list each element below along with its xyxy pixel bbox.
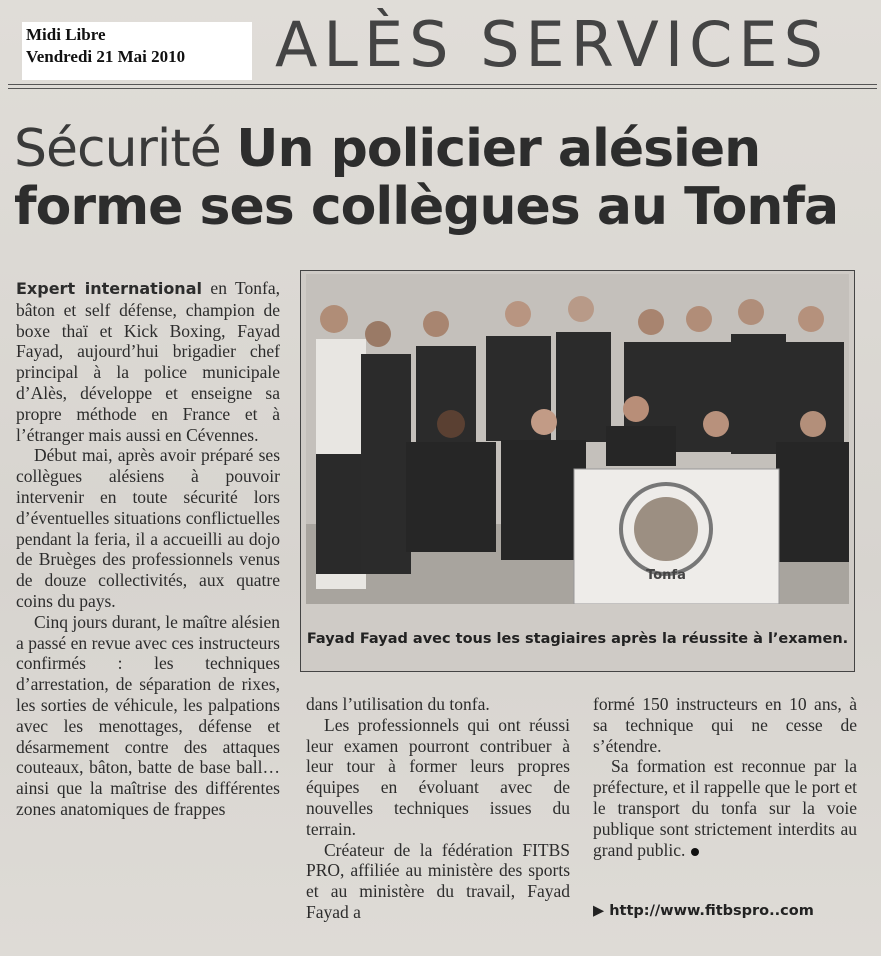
website-url: http://www.fitbspro..com xyxy=(609,903,814,919)
paragraph: Les professionnels qui ont réussi leur examen pourront contribuer à leur tour à former leurs propres équipes en évoluant avec de nouvelles techniques issues du terrain. xyxy=(306,714,570,839)
photo-caption: Fayad Fayad avec tous les stagiaires après la réussite à l’examen. xyxy=(306,631,849,647)
paragraph: Début mai, après avoir préparé ses collègues alésiens à pouvoir intervenir en toute sécurité lors d’éventuelles situations conflictuelles pendant la feria, il a accueilli au dojo de Bruèges des professionnels venus de douze collectivités, aux quatre coins du pays. xyxy=(16,445,280,611)
paragraph xyxy=(593,756,857,860)
article-column-3 xyxy=(593,694,857,860)
headline-title-line1: Un policier alésien xyxy=(236,119,761,179)
paper-name: Midi Libre xyxy=(26,25,106,44)
photo-frame xyxy=(300,270,855,672)
paragraph: Cinq jours durant, le maître alésien a passé en revue avec ces instructeurs confirmés : les techniques d’arrestation, de séparation de rixes, les sorties de véhicule, les palpations avec les menottages, défense et désarmement contre des attaques couteaux, bâton, batte de base ball… ainsi que la maîtrise des différentes zones anatomiques de frappes xyxy=(16,611,280,819)
group-photo xyxy=(306,274,849,604)
paragraph xyxy=(16,278,280,445)
headline-title-line2: forme ses collègues au Tonfa xyxy=(14,177,839,237)
paragraph-text: en Tonfa, bâton et self défense, champion de boxe thaï et Kick Boxing, Fayad Fayad, aujourd’hui brigadier chef principal à la police municipale d’Alès, développe et enseigne sa propre méthode en France et à l’étranger mais aussi en Cévennes. xyxy=(16,278,280,445)
article-column-2 xyxy=(306,694,570,923)
headline-kicker: Sécurité xyxy=(14,119,221,179)
paragraph: Créateur de la fédération FITBS PRO, affiliée au ministère des sports et au ministère du travail, Fayad Fayad a xyxy=(306,839,570,922)
section-title: ALÈS SERVICES xyxy=(275,8,829,81)
paragraph-text: Sa formation est reconnue par la préfecture, et il rappelle que le port et le transport du tonfa sur la voie publique sont strictement interdits au grand public. xyxy=(593,756,857,860)
masthead-rule-2 xyxy=(8,88,877,89)
paragraph: formé 150 instructeurs en 10 ans, à sa technique qui ne cesse de s’étendre. xyxy=(593,694,857,756)
paragraph: dans l’utilisation du tonfa. xyxy=(306,694,490,714)
website-link[interactable] xyxy=(593,903,814,919)
lead-in: Expert international xyxy=(16,279,202,298)
issue-date: Vendredi 21 Mai 2010 xyxy=(26,47,186,66)
end-bullet-icon xyxy=(691,848,699,856)
masthead-rule xyxy=(8,84,877,85)
article-column-1 xyxy=(16,278,280,820)
masthead-publication xyxy=(22,22,252,80)
banner-text: Tonfa xyxy=(646,568,686,583)
article-headline xyxy=(14,120,874,236)
group-photo-illustration xyxy=(306,274,849,604)
arrow-icon: ▶ xyxy=(593,903,605,919)
